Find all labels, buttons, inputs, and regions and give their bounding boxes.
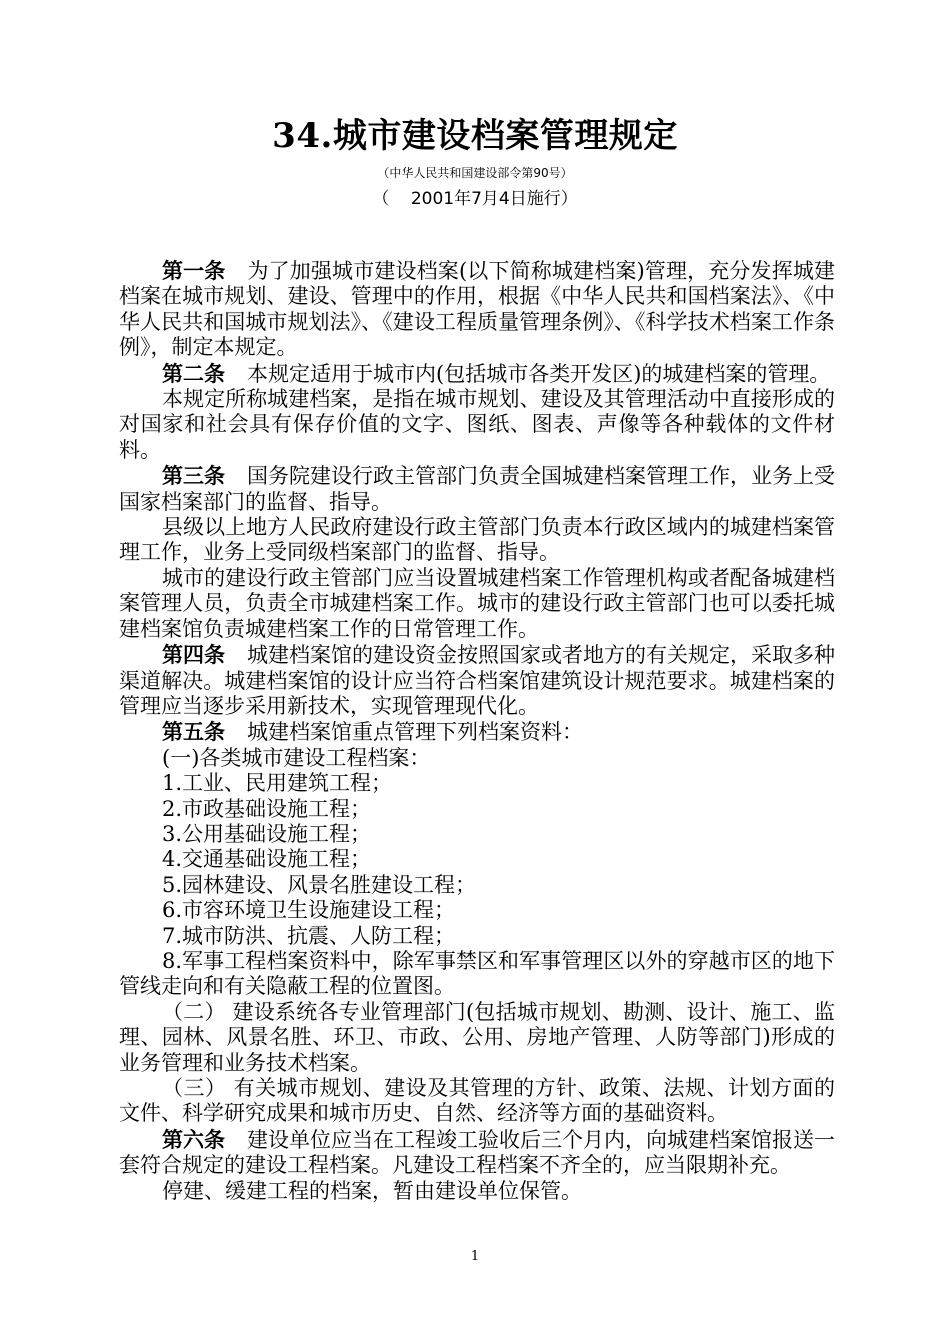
paragraph	[119, 1127, 835, 1179]
paragraph	[119, 873, 835, 898]
paragraph-text: 为了加强城市建设档案(以下简称城建档案)管理，充分发挥城建档案在城市规划、建设、管理中的作用，根据《中华人民共和国档案法》、《中华人民共和国城市规划法》、《建设工程质量管理条例》、《科学技术档案工作条例》，制定本规定。	[119, 259, 835, 360]
paragraph-text: 本规定所称城建档案，是指在城市规划、建设及其管理活动中直接形成的对国家和社会具有保存价值的文字、图纸、图表、声像等各种载体的文件材料。	[119, 387, 835, 462]
paragraph	[119, 387, 835, 463]
paragraph	[119, 361, 835, 387]
paragraph-text: 本规定适用于城市内(包括城市各类开发区)的城建档案的管理。	[247, 361, 831, 386]
paragraph	[119, 746, 835, 771]
paragraph-text: 县级以上地方人民政府建设行政主管部门负责本行政区域内的城建档案管理工作，业务上受同级档案部门的监督、指导。	[119, 515, 835, 565]
paragraph-text: 5.园林建设、风景名胜建设工程；	[162, 872, 477, 897]
paragraph-text: 城建档案馆的建设资金按照国家或者地方的有关规定，采取多种渠道解决。城建档案馆的设计应当符合档案馆建筑设计规范要求。城建档案的管理应当逐步采用新技术，实现管理现代化。	[119, 643, 835, 718]
paragraph-text: 8.军事工程档案资料中，除军事禁区和军事管理区以外的穿越市区的地下管线走向和有关隐蔽工程的位置图。	[119, 948, 835, 999]
paragraph	[119, 642, 835, 719]
paragraph-text: 停建、缓建工程的档案，暂由建设单位保管。	[162, 1178, 582, 1203]
paragraph	[119, 771, 835, 796]
paragraph	[119, 463, 835, 515]
decree-subtitle: （中华人民共和国建设部令第90号）	[377, 166, 573, 180]
paragraph-text: (一)各类城市建设工程档案：	[162, 745, 431, 770]
paragraph-text: 城建档案馆重点管理下列档案资料：	[247, 720, 583, 745]
article-label: 第五条	[162, 719, 225, 745]
paragraph	[119, 898, 835, 923]
paragraph	[119, 1000, 835, 1076]
paragraph-text: 7.城市防洪、抗震、人防工程；	[162, 923, 456, 948]
paragraph-text: 2.市政基础设施工程；	[162, 796, 372, 821]
paragraph	[119, 566, 835, 642]
paragraph	[119, 924, 835, 949]
article-label: 第二条	[162, 360, 225, 386]
paragraph	[119, 847, 835, 872]
paragraph	[119, 515, 835, 566]
page-number: 1	[470, 1249, 480, 1264]
paragraph	[119, 949, 835, 1000]
paragraph	[119, 258, 835, 361]
article-label: 第一条	[162, 258, 226, 283]
paragraph-text: （二） 建设系统各专业管理部门(包括城市规划、勘测、设计、施工、监理、园林、风景名胜、环卫、市政、公用、房地产管理、人防等部门)形成的业务管理和业务技术档案。	[119, 999, 835, 1075]
paragraph-text: 6.市容环境卫生设施建设工程；	[162, 898, 456, 923]
paragraph	[119, 822, 835, 847]
paragraph-text: （三） 有关城市规划、建设及其管理的方针、政策、法规、计划方面的文件、科学研究成果和城市历史、自然、经济等方面的基础资料。	[119, 1076, 835, 1126]
paragraph	[119, 1076, 835, 1127]
paragraph-text: 建设单位应当在工程竣工验收后三个月内，向城建档案馆报送一套符合规定的建设工程档案。凡建设工程档案不齐全的，应当限期补充。	[119, 1127, 835, 1178]
effective-date: （ 2001年7月4日施行）	[372, 189, 578, 209]
document-title: 34.城市建设档案管理规定	[272, 116, 678, 156]
document-body	[119, 258, 835, 1204]
article-label: 第六条	[162, 1126, 225, 1152]
paragraph	[119, 797, 835, 822]
paragraph-text: 国务院建设行政主管部门负责全国城建档案管理工作，业务上受国家档案部门的监督、指导。	[119, 464, 835, 514]
paragraph	[119, 1179, 835, 1204]
paragraph	[119, 719, 835, 745]
article-label: 第四条	[162, 642, 225, 668]
paragraph-text: 4.交通基础设施工程；	[162, 847, 372, 872]
paragraph-text: 城市的建设行政主管部门应当设置城建档案工作管理机构或者配备城建档案管理人员，负责全市城建档案工作。城市的建设行政主管部门也可以委托城建档案馆负责城建档案工作的日常管理工作。	[119, 565, 835, 641]
paragraph-text: 3.公用基础设施工程；	[162, 821, 372, 846]
article-label: 第三条	[162, 463, 225, 489]
paragraph-text: 1.工业、民用建筑工程；	[162, 771, 393, 796]
